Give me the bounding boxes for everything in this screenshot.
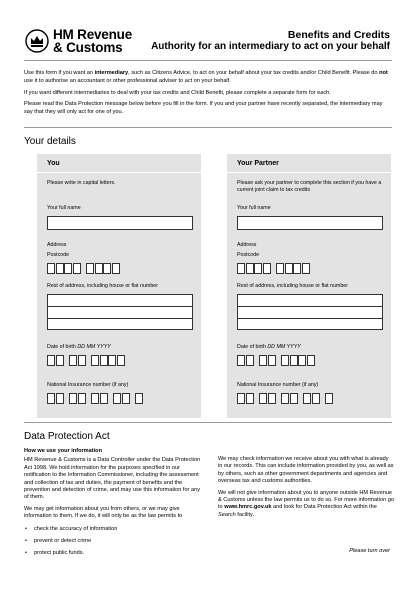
intro-paragraph-3: Please read the Data Protection message below before you fill in the form. If you and your partner have recently separated, the intermediary may say that they will only act for one of you.: [24, 101, 383, 115]
data-protection-subheading: How we use your information: [24, 448, 103, 454]
you-nino-label: National Insurance number (if any): [47, 382, 129, 388]
you-full-name-label: Your full name: [47, 205, 81, 211]
data-protection-left-p1: HM Revenue & Customs is a Data Controller under the Data Protection Act 1998. We hold information for the purposes specified in our notification to the Information Commissioner, including the assessment and collection of tax and duties, the payment of benefits and the prevention and detection of crime, and may use this information for any of them.: [24, 457, 201, 501]
data-protection-right-p1: We may check information we receive about you with what is already in our records. This can include information provided by you, as well as by others, such as other government departments and agencies and overseas tax and customs authorities.: [218, 456, 394, 485]
you-rest-address-field[interactable]: [47, 294, 193, 330]
you-full-name-field[interactable]: [47, 216, 193, 230]
you-dob-label: Date of birth DD MM YYYY: [47, 344, 111, 350]
partner-nino-label: National Insurance number (if any): [237, 382, 319, 388]
partner-heading: Your Partner: [237, 160, 279, 167]
you-heading: You: [47, 160, 60, 167]
partner-dob-field[interactable]: [237, 355, 315, 366]
partner-full-name-label: Your full name: [237, 205, 271, 211]
panel-divider: [227, 172, 391, 173]
list-item: • check the accuracy of information: [24, 526, 202, 533]
partner-panel: [227, 154, 391, 418]
data-protection-heading: Data Protection Act: [24, 431, 110, 442]
intro-paragraph-2: If you want different intermediaries to deal with your tax credits and Child Benefit, please complete a separate form for each.: [24, 90, 331, 96]
form-title: Benefits and Credits: [287, 29, 390, 41]
hmrc-website-link[interactable]: www.hmrc.gov.uk: [224, 504, 272, 511]
panel-divider: [37, 172, 201, 173]
hmrc-logo-text: [53, 28, 132, 54]
partner-postcode-field[interactable]: [237, 263, 310, 274]
partner-rest-address-label: Rest of address, including house or flat number: [237, 283, 349, 289]
data-protection-left-p2: We may get information about you from others, or we may give information to them. If we do, it will only be as the law permits to: [24, 505, 183, 520]
you-instruction: Please write in capital letters.: [47, 180, 116, 186]
you-dob-field[interactable]: [47, 355, 125, 366]
header-divider: [24, 60, 392, 61]
data-protection-right-column: [218, 456, 394, 519]
partner-nino-field[interactable]: [237, 393, 334, 404]
partner-dob-label: Date of birth DD MM YYYY: [237, 344, 301, 350]
partner-full-name-field[interactable]: [237, 216, 383, 230]
you-panel: [37, 154, 201, 418]
list-item: • protect public funds.: [24, 550, 202, 557]
data-protection-left-column: [24, 448, 202, 558]
logo-line-2: & Customs: [53, 40, 123, 55]
you-address-label: Address: [47, 242, 67, 248]
section-divider: [24, 422, 392, 423]
partner-rest-address-field[interactable]: [237, 294, 383, 330]
intro-paragraph-1: Use this form if you want an intermediary, such as Citizens Advice, to act on your behalf about your tax credits and/or Child Benefit. Please do not use it to authorise an accountant or other professional adviser to act on your behalf.: [24, 70, 388, 84]
partner-postcode-label: Postcode: [237, 252, 260, 258]
crest-logo-icon: [24, 29, 50, 53]
list-item: • prevent or detect crime: [24, 538, 202, 545]
you-nino-field[interactable]: [47, 393, 144, 404]
you-postcode-field[interactable]: [47, 263, 120, 274]
form-subtitle: Authority for an intermediary to act on your behalf: [151, 41, 390, 52]
logo-line-1: HM Revenue: [53, 27, 133, 42]
partner-address-label: Address: [237, 242, 257, 248]
your-details-heading: Your details: [24, 136, 76, 147]
data-protection-right-p2: We will not give information about you to anyone outside HM Revenue & Customs unless the law permits us to do so. For more information go to www.hmrc.gov.uk and look for Data Protection Act within the Search facility.: [218, 489, 394, 518]
section-divider: [24, 127, 392, 128]
partner-instruction: Please ask your partner to complete this section if you have a current joint claim to tax credits: [237, 180, 382, 194]
you-rest-address-label: Rest of address, including house or flat number: [47, 283, 159, 289]
please-turn-over-note: Please turn over: [349, 548, 390, 554]
you-postcode-label: Postcode: [47, 252, 70, 258]
